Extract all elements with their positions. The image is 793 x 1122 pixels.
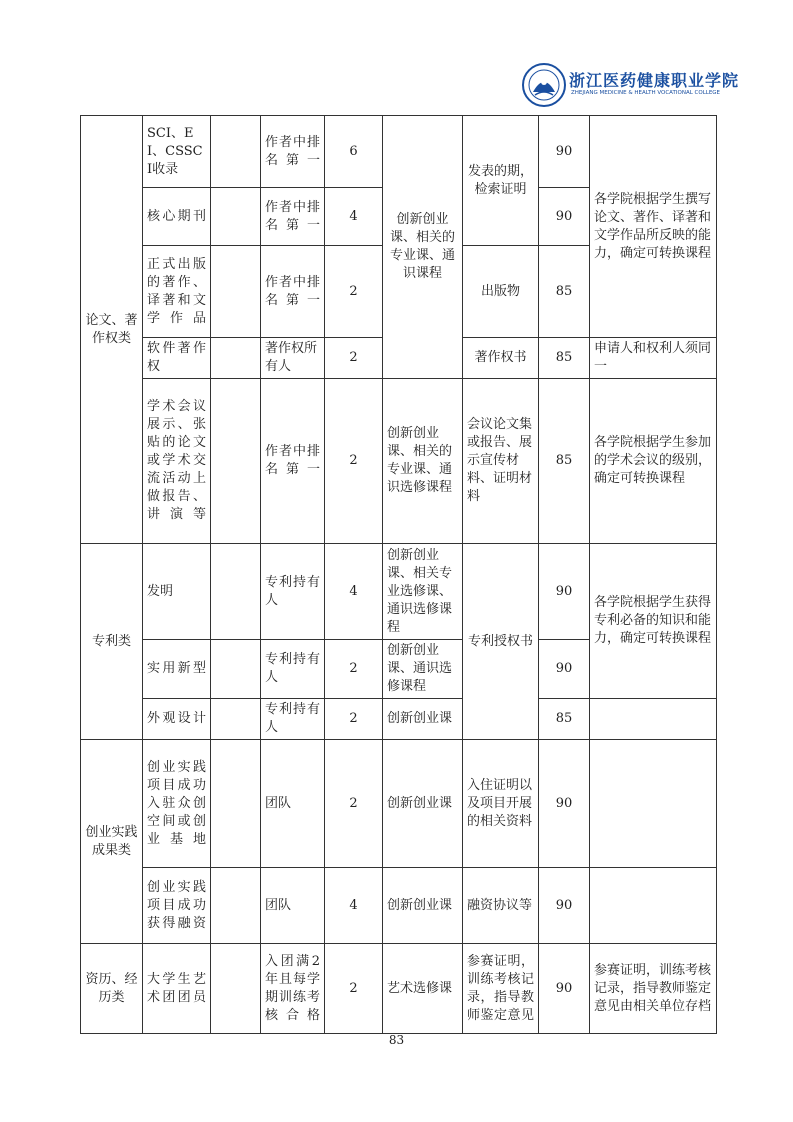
requirement-cell: 作者中排名第一 — [261, 379, 325, 544]
requirement-cell: 团队 — [261, 868, 325, 944]
course-cell: 创新创业课 — [383, 699, 463, 740]
item-cell: 创业实践项目成功入驻众创空间或创业基地 — [143, 740, 211, 868]
requirement-cell: 著作权所有人 — [261, 338, 325, 379]
blank-cell — [211, 699, 261, 740]
item-cell: 正式出版的著作、译著和文学作品 — [143, 246, 211, 338]
item-cell: 外观设计 — [143, 699, 211, 740]
score-cell: 85 — [539, 338, 590, 379]
proof-cell: 出版物 — [463, 246, 539, 338]
note-cell — [590, 740, 717, 868]
requirement-cell: 专利持有人 — [261, 640, 325, 699]
item-cell: 创业实践项目成功获得融资 — [143, 868, 211, 944]
category-cell: 论文、著作权类 — [81, 116, 143, 544]
school-logo — [521, 62, 740, 108]
blank-cell — [211, 379, 261, 544]
item-cell: 核心期刊 — [143, 188, 211, 246]
proof-cell: 入住证明以及项目开展的相关资料 — [463, 740, 539, 868]
table-row — [81, 740, 717, 868]
credit-cell: 2 — [325, 379, 383, 544]
category-cell: 资历、经历类 — [81, 944, 143, 1034]
score-cell: 90 — [539, 740, 590, 868]
item-cell: 学术会议展示、张贴的论文或学术交流活动上做报告、讲演等 — [143, 379, 211, 544]
credit-cell: 2 — [325, 246, 383, 338]
score-cell: 90 — [539, 188, 590, 246]
blank-cell — [211, 944, 261, 1034]
category-cell: 创业实践成果类 — [81, 740, 143, 944]
score-cell: 90 — [539, 116, 590, 188]
requirement-cell: 作者中排名第一 — [261, 116, 325, 188]
blank-cell — [211, 188, 261, 246]
requirement-cell: 专利持有人 — [261, 544, 325, 640]
course-cell: 艺术选修课 — [383, 944, 463, 1034]
proof-cell: 融资协议等 — [463, 868, 539, 944]
course-cell: 创新创业课 — [383, 740, 463, 868]
note-cell: 各学院根据学生撰写论文、著作、译著和文学作品所反映的能力，确定可转换课程 — [590, 116, 717, 338]
item-cell: 发明 — [143, 544, 211, 640]
page-number: 83 — [388, 1033, 405, 1047]
score-cell: 85 — [539, 246, 590, 338]
course-cell: 创新创业课、相关的专业课、通识选修课程 — [383, 379, 463, 544]
credit-cell: 2 — [325, 640, 383, 699]
score-cell: 85 — [539, 699, 590, 740]
proof-cell: 发表的期，检索证明 — [463, 116, 539, 246]
table-row — [81, 116, 717, 188]
note-cell: 申请人和权利人须同一 — [590, 338, 717, 379]
blank-cell — [211, 544, 261, 640]
blank-cell — [211, 338, 261, 379]
course-cell: 创新创业课、相关专业选修课、通识选修课程 — [383, 544, 463, 640]
score-cell: 90 — [539, 868, 590, 944]
requirement-cell: 团队 — [261, 740, 325, 868]
table-row — [81, 868, 717, 944]
blank-cell — [211, 640, 261, 699]
note-cell — [590, 868, 717, 944]
requirement-cell: 专利持有人 — [261, 699, 325, 740]
table-row — [81, 944, 717, 1034]
table-row — [81, 544, 717, 640]
credit-cell: 4 — [325, 544, 383, 640]
school-emblem-icon — [521, 62, 567, 108]
item-cell: 大学生艺术团团员 — [143, 944, 211, 1034]
credit-cell: 4 — [325, 868, 383, 944]
score-cell: 90 — [539, 640, 590, 699]
score-cell: 90 — [539, 544, 590, 640]
score-cell: 90 — [539, 944, 590, 1034]
table-row — [81, 699, 717, 740]
course-cell: 创新创业课、通识选修课程 — [383, 640, 463, 699]
note-cell: 各学院根据学生参加的学术会议的级别，确定可转换课程 — [590, 379, 717, 544]
course-cell: 创新创业课、相关的专业课、通识课程 — [383, 116, 463, 379]
table-row — [81, 379, 717, 544]
school-name: 浙江医药健康职业学院 — [569, 71, 740, 90]
proof-cell: 专利授权书 — [463, 544, 539, 740]
proof-cell: 著作权书 — [463, 338, 539, 379]
credit-conversion-table — [80, 115, 717, 1034]
blank-cell — [211, 116, 261, 188]
blank-cell — [211, 740, 261, 868]
credit-cell: 4 — [325, 188, 383, 246]
credit-cell: 2 — [325, 944, 383, 1034]
credit-cell: 2 — [325, 338, 383, 379]
item-cell: 实用新型 — [143, 640, 211, 699]
score-cell: 85 — [539, 379, 590, 544]
requirement-cell: 作者中排名第一 — [261, 188, 325, 246]
credit-cell: 2 — [325, 740, 383, 868]
note-cell: 各学院根据学生获得专利必备的知识和能力，确定可转换课程 — [590, 544, 717, 699]
school-name-en: ZHEJIANG MEDICINE & HEALTH VOCATIONAL COLLEGE — [571, 90, 721, 96]
item-cell: SCI、EI、CSSCI收录 — [143, 116, 211, 188]
proof-cell: 会议论文集或报告、展示宣传材料、证明材料 — [463, 379, 539, 544]
requirement-cell: 入团满2年且每学期训练考核合格 — [261, 944, 325, 1034]
blank-cell — [211, 246, 261, 338]
credit-cell: 2 — [325, 699, 383, 740]
credit-cell: 6 — [325, 116, 383, 188]
note-cell — [590, 699, 717, 740]
requirement-cell: 作者中排名第一 — [261, 246, 325, 338]
blank-cell — [211, 868, 261, 944]
item-cell: 软件著作权 — [143, 338, 211, 379]
proof-cell: 参赛证明，训练考核记录，指导教师鉴定意见 — [463, 944, 539, 1034]
category-cell: 专利类 — [81, 544, 143, 740]
course-cell: 创新创业课 — [383, 868, 463, 944]
note-cell: 参赛证明，训练考核记录，指导教师鉴定意见由相关单位存档 — [590, 944, 717, 1034]
